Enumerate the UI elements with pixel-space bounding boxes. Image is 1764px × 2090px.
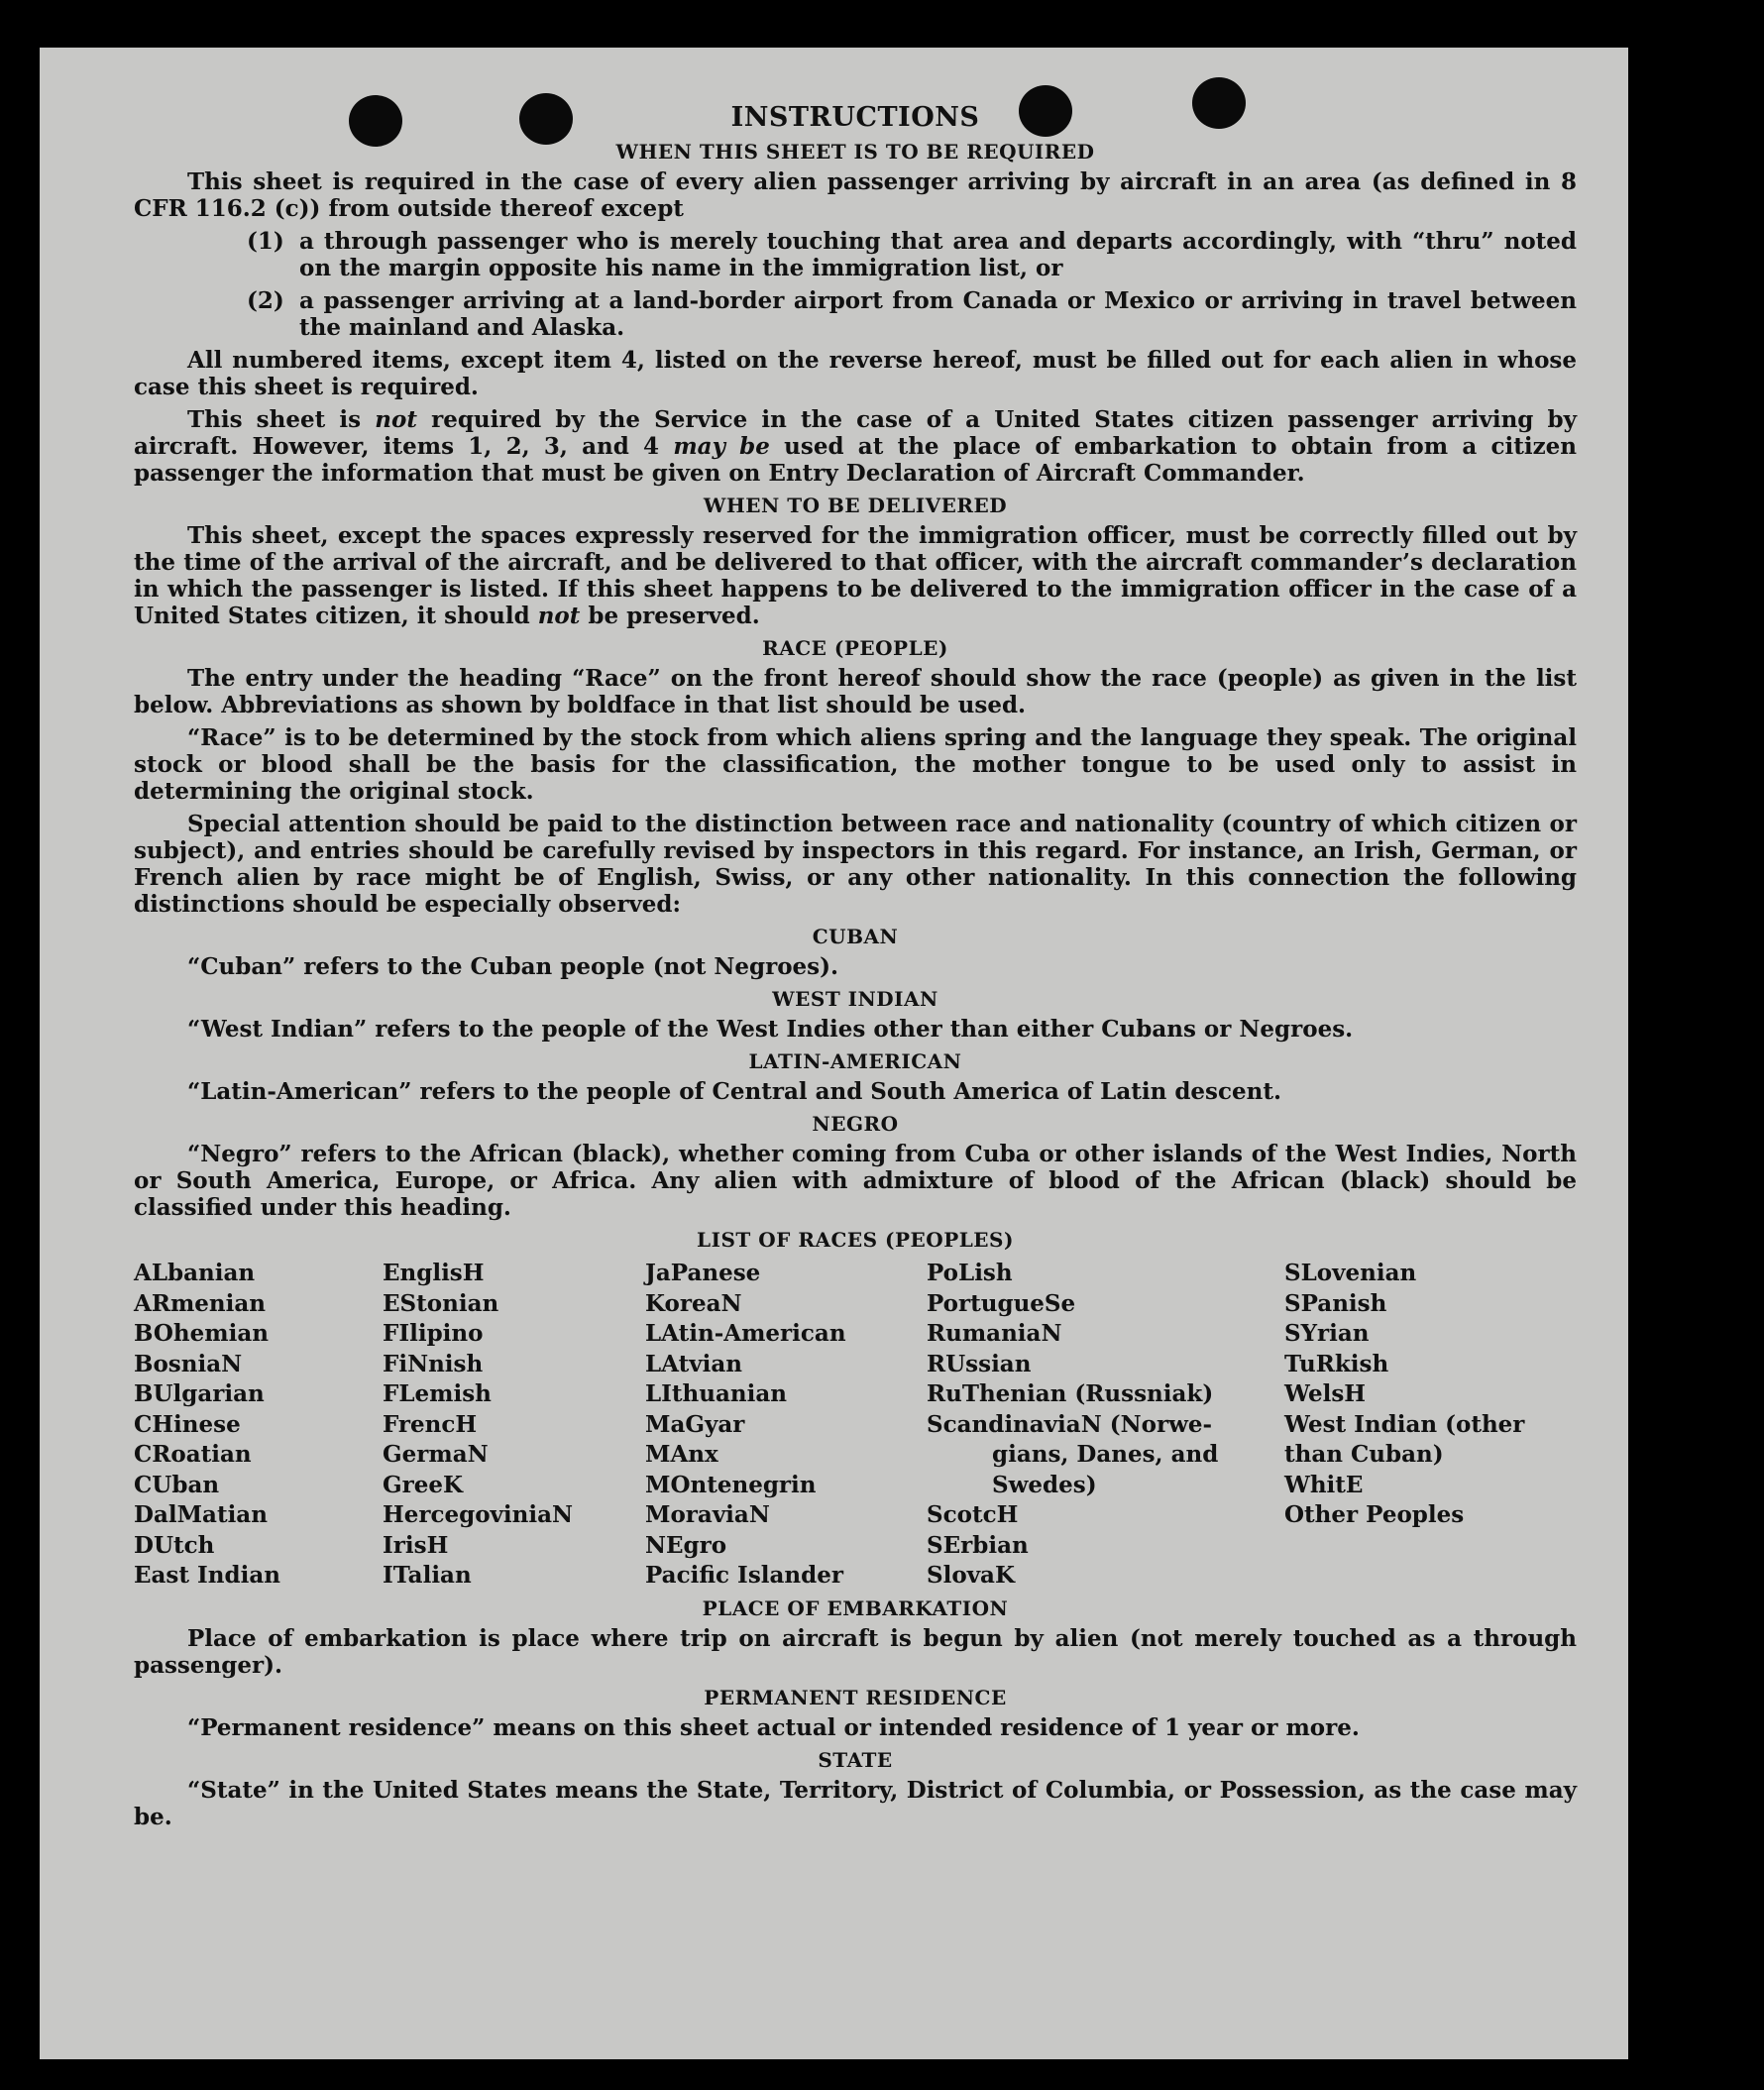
list-item: PoLish [927,1260,1013,1286]
list-item: ARmenian [134,1289,267,1317]
race-list-column-5 [1284,1259,1542,1592]
list-item: ITalian [383,1562,472,1589]
section-heading-race: RACE (PEOPLE) [762,636,948,660]
section-heading-list-of-races: LIST OF RACES (PEOPLES) [697,1228,1014,1252]
west-indian-text: “West Indian” refers to the people of the West Indies other than either Cubans or Negroes. [187,1016,1354,1043]
list-item: WhitE [1284,1471,1364,1498]
list-item: West Indian (other [1284,1410,1525,1438]
list-item: ALbanian [134,1260,256,1286]
race-list [134,1259,1577,1592]
list-item: SErbian [927,1531,1029,1559]
list-item: gians, Danes, and [992,1441,1219,1468]
list-item: BOhemian [134,1320,269,1347]
race-list-column-3 [645,1259,927,1592]
list-item: GermaN [383,1441,489,1468]
item-text: a through passenger who is merely touching that area and departs accordingly, with “thru” noted on the margin opposite his name in the immigration list, or [299,228,1577,281]
embarkation-text: Place of embarkation is place where trip on aircraft is begun by alien (not merely touched as a through passenger). [134,1624,1577,1679]
list-item: FLemish [383,1380,492,1407]
negro-text: “Negro” refers to the African (black), whether coming from Cuba or other islands of the West Indies, North or South America, Europe, or Africa. Any alien with admixture of blood of the African (black) should be classified under this heading. [134,1141,1577,1221]
item-text: a passenger arriving at a land-border airport from Canada or Mexico or arriving in travel between the mainland and Alaska. [299,287,1577,341]
list-item: MaGyar [645,1410,745,1438]
list-item: CHinese [134,1410,241,1438]
list-item: LAtin-American [645,1320,846,1347]
list-item: CUban [134,1471,220,1498]
list-item: Other Peoples [1284,1501,1465,1528]
race-paragraph-3: Special attention should be paid to the distinction between race and nationality (country of which citizen or subject), and entries should be carefully revised by inspectors in this regard. For instance, an Irish, German, or French alien by race might be of English, Swiss, or any other nationality. In this connection the following distinctions should be especially observed: [134,811,1577,918]
race-paragraph-2: “Race” is to be determined by the stock from which aliens spring and the language they speak. The original stock or blood shall be the basis for the classification, the mother tongue to be used only to assist in determining the original stock. [134,724,1577,805]
list-item: BosniaN [134,1350,243,1377]
race-list-column-1 [134,1259,383,1592]
list-item: BUlgarian [134,1380,265,1407]
list-item: KoreaN [645,1289,742,1317]
list-item: DalMatian [134,1501,268,1528]
document-sheet [40,48,1628,2059]
section-heading-residence: PERMANENT RESIDENCE [704,1685,1007,1709]
list-item: DUtch [134,1531,215,1559]
latin-american-text: “Latin-American” refers to the people of Central and South America of Latin descent. [187,1078,1281,1105]
list-item: MOntenegrin [645,1471,817,1498]
section-heading-state: STATE [818,1747,893,1772]
list-item: ScandinaviaN (Norwe- [927,1410,1213,1438]
list-item: NEgro [645,1531,727,1559]
list-item: RuThenian (Russniak) [927,1380,1214,1407]
list-item: FiNnish [383,1350,484,1377]
list-item: RumaniaN [927,1320,1062,1347]
list-item: ScotcH [927,1501,1019,1528]
required-paragraph-2: All numbered items, except item 4, listed on the reverse hereof, must be filled out for each alien in whose case this sheet is required. [134,347,1577,400]
list-item: FrencH [383,1410,478,1438]
list-item: CRoatian [134,1441,252,1468]
residence-text: “Permanent residence” means on this sheet actual or intended residence of 1 year or more. [187,1713,1360,1741]
list-item: East Indian [134,1562,280,1589]
instructions-content [134,101,1577,1836]
list-item: SlovaK [927,1562,1015,1589]
section-heading-west-indian: WEST INDIAN [772,987,938,1011]
required-paragraph-3: This sheet is not required by the Service in the case of a United States citizen passenger arriving by aircraft. However, items 1, 2, 3, and 4 may be used at the place of embarkation to obtain from a citizen passenger the information that must be given on Entry Declaration of Aircraft Commander. [134,406,1578,487]
required-intro: This sheet is required in the case of every alien passenger arriving by aircraft in an area (as defined in 8 CFR 116.2 (c)) from outside thereof except [134,168,1577,222]
list-item: HercegoviniaN [383,1501,574,1528]
race-list-column-4 [927,1259,1284,1592]
list-item: RUssian [927,1350,1032,1377]
section-heading-embarkation: PLACE OF EMBARKATION [702,1595,1009,1620]
item-number: (2) [247,287,284,314]
page-title: INSTRUCTIONS [730,102,980,133]
list-item: PortugueSe [927,1289,1076,1317]
list-item: MAnx [645,1441,718,1468]
list-item: WelsH [1284,1380,1367,1407]
list-item: SLovenian [1284,1260,1417,1286]
exception-item [247,228,1577,281]
list-item: than Cuban) [1284,1441,1444,1468]
list-item: SPanish [1284,1289,1387,1317]
list-item: TuRkish [1284,1350,1389,1377]
item-number: (1) [247,228,284,255]
list-item: MoraviaN [645,1501,770,1528]
exception-item [247,287,1577,341]
cuban-text: “Cuban” refers to the Cuban people (not Negroes). [187,953,839,980]
section-heading-delivered: WHEN TO BE DELIVERED [703,494,1008,517]
list-item: JaPanese [645,1260,761,1286]
list-item: LAtvian [645,1350,742,1377]
list-item: SYrian [1284,1320,1370,1347]
section-heading-negro: NEGRO [812,1112,899,1136]
list-item: IrisH [383,1531,449,1559]
list-item: FIlipino [383,1320,484,1347]
list-item: EStonian [383,1289,499,1317]
state-text: “State” in the United States means the State, Territory, District of Columbia, or Possession, as the case may be. [134,1776,1577,1830]
section-heading-required: WHEN THIS SHEET IS TO BE REQUIRED [615,140,1095,164]
section-heading-cuban: CUBAN [812,925,899,948]
delivered-paragraph: This sheet, except the spaces expressly reserved for the immigration officer, must be correctly filled out by the time of the arrival of the aircraft, and be delivered to that officer, with the aircraft commander’s declaration in which the passenger is listed. If this sheet happens to be delivered to the immigration officer in the case of a United States citizen, it should not be preserved. [134,522,1577,629]
section-heading-latin-american: LATIN-AMERICAN [748,1049,962,1073]
list-item: GreeK [383,1471,464,1498]
list-item: Swedes) [992,1471,1097,1498]
race-list-column-2 [383,1259,645,1592]
list-item: EnglisH [383,1260,485,1286]
list-item: Pacific Islander [645,1562,843,1589]
list-item: LIthuanian [645,1380,787,1407]
race-paragraph-1: The entry under the heading “Race” on the front hereof should show the race (people) as given in the list below. Abbreviations as shown by boldface in that list should be used. [134,665,1577,718]
